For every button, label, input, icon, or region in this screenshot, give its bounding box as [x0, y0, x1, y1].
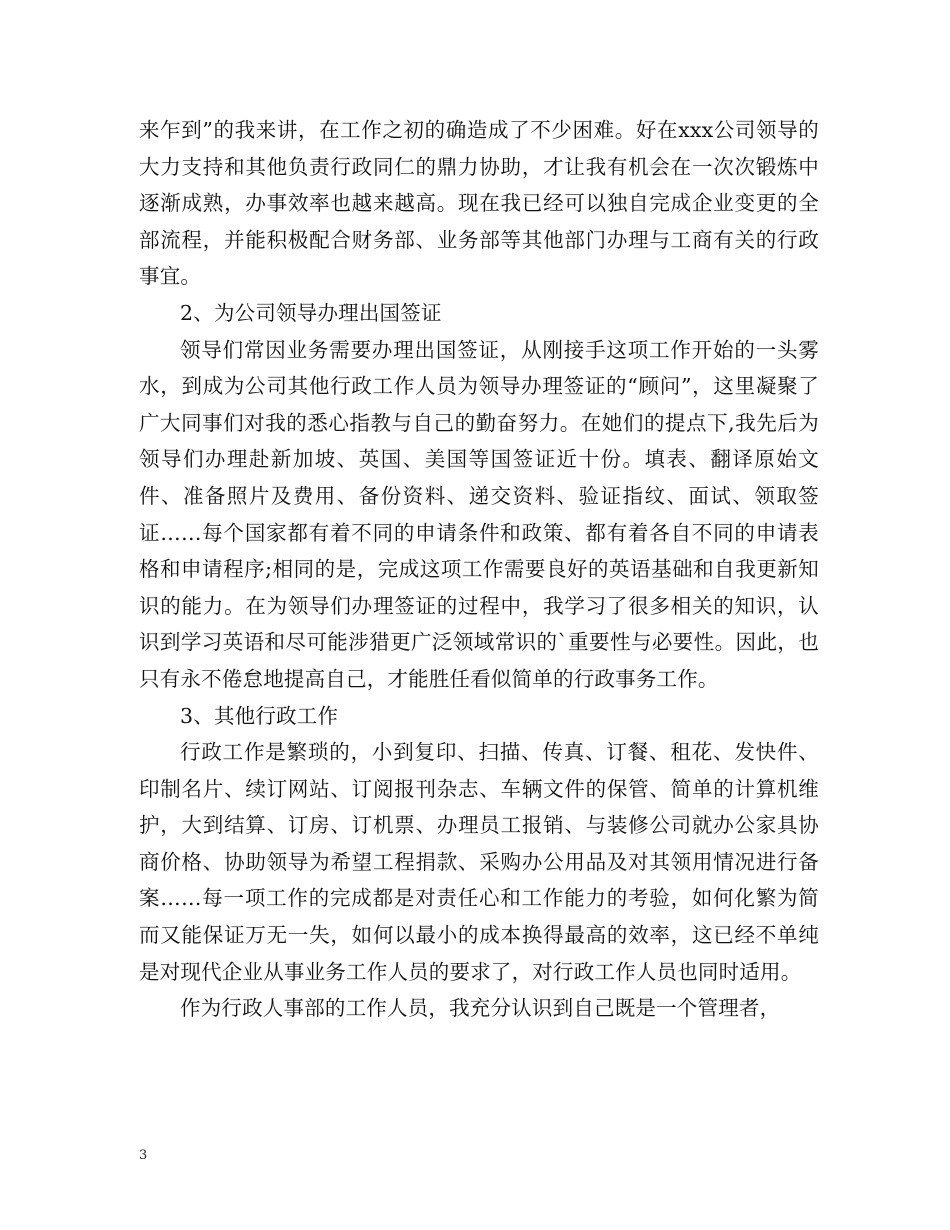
- page-number: 3: [139, 1148, 148, 1163]
- section-heading-visa: 2、为公司领导办理出国签证: [180, 300, 442, 325]
- page-content: [139, 112, 819, 1027]
- section-heading-other-admin: 3、其他行政工作: [180, 703, 339, 728]
- paragraph: 作为行政人事部的工作人员，我充分认识到自己既是一个管理者，: [180, 996, 781, 1021]
- paragraph: 行政工作是繁琐的，小到复印、扫描、传真、订餐、租花、发快件、印制名片、续订网站、订阅报刊杂志、车辆文件的保管、简单的计算机维护，大到结算、订房、订机票、办理员工报销、与装修公司就办公家具协商价格、协助领导为希望工程捐款、采购办公用品及对其领用情况进行备案……每一项工作的完成都是对责任心和工作能力的考验，如何化繁为简而又能保证万无一失，如何以最小的成本换得最高的效率，这已经不单纯是对现代企业从事业务工作人员的要求了，对行政工作人员也同时适用。: [139, 740, 819, 984]
- paragraph: 领导们常因业务需要办理出国签证，从刚接手这项工作开始的一头雾水，到成为公司其他行政工作人员为领导办理签证的“顾问”，这里凝聚了广大同事们对我的悉心指教与自己的勤奋努力。在她们的提点下,我先后为领导们办理赴新加坡、英国、美国等国签证近十份。填表、翻译原始文件、准备照片及费用、备份资料、递交资料、验证指纹、面试、领取签证……每个国家都有着不同的申请条件和政策、都有着各自不同的申请表格和申请程序;相同的是，完成这项工作需要良好的英语基础和自我更新知识的能力。在为领导们办理签证的过程中，我学习了很多相关的知识，认识到学习英语和尽可能涉猎更广泛领域常识的`重要性与必要性。因此，也只有永不倦怠地提高自己，才能胜任看似简单的行政事务工作。: [139, 337, 819, 691]
- paragraph: 来乍到”的我来讲，在工作之初的确造成了不少困难。好在xxx公司领导的大力支持和其他负责行政同仁的鼎力协助，才让我有机会在一次次锻炼中逐渐成熟，办事效率也越来越高。现在我已经可以独自完成企业变更的全部流程，并能积极配合财务部、业务部等其他部门办理与工商有关的行政事宜。: [139, 118, 819, 289]
